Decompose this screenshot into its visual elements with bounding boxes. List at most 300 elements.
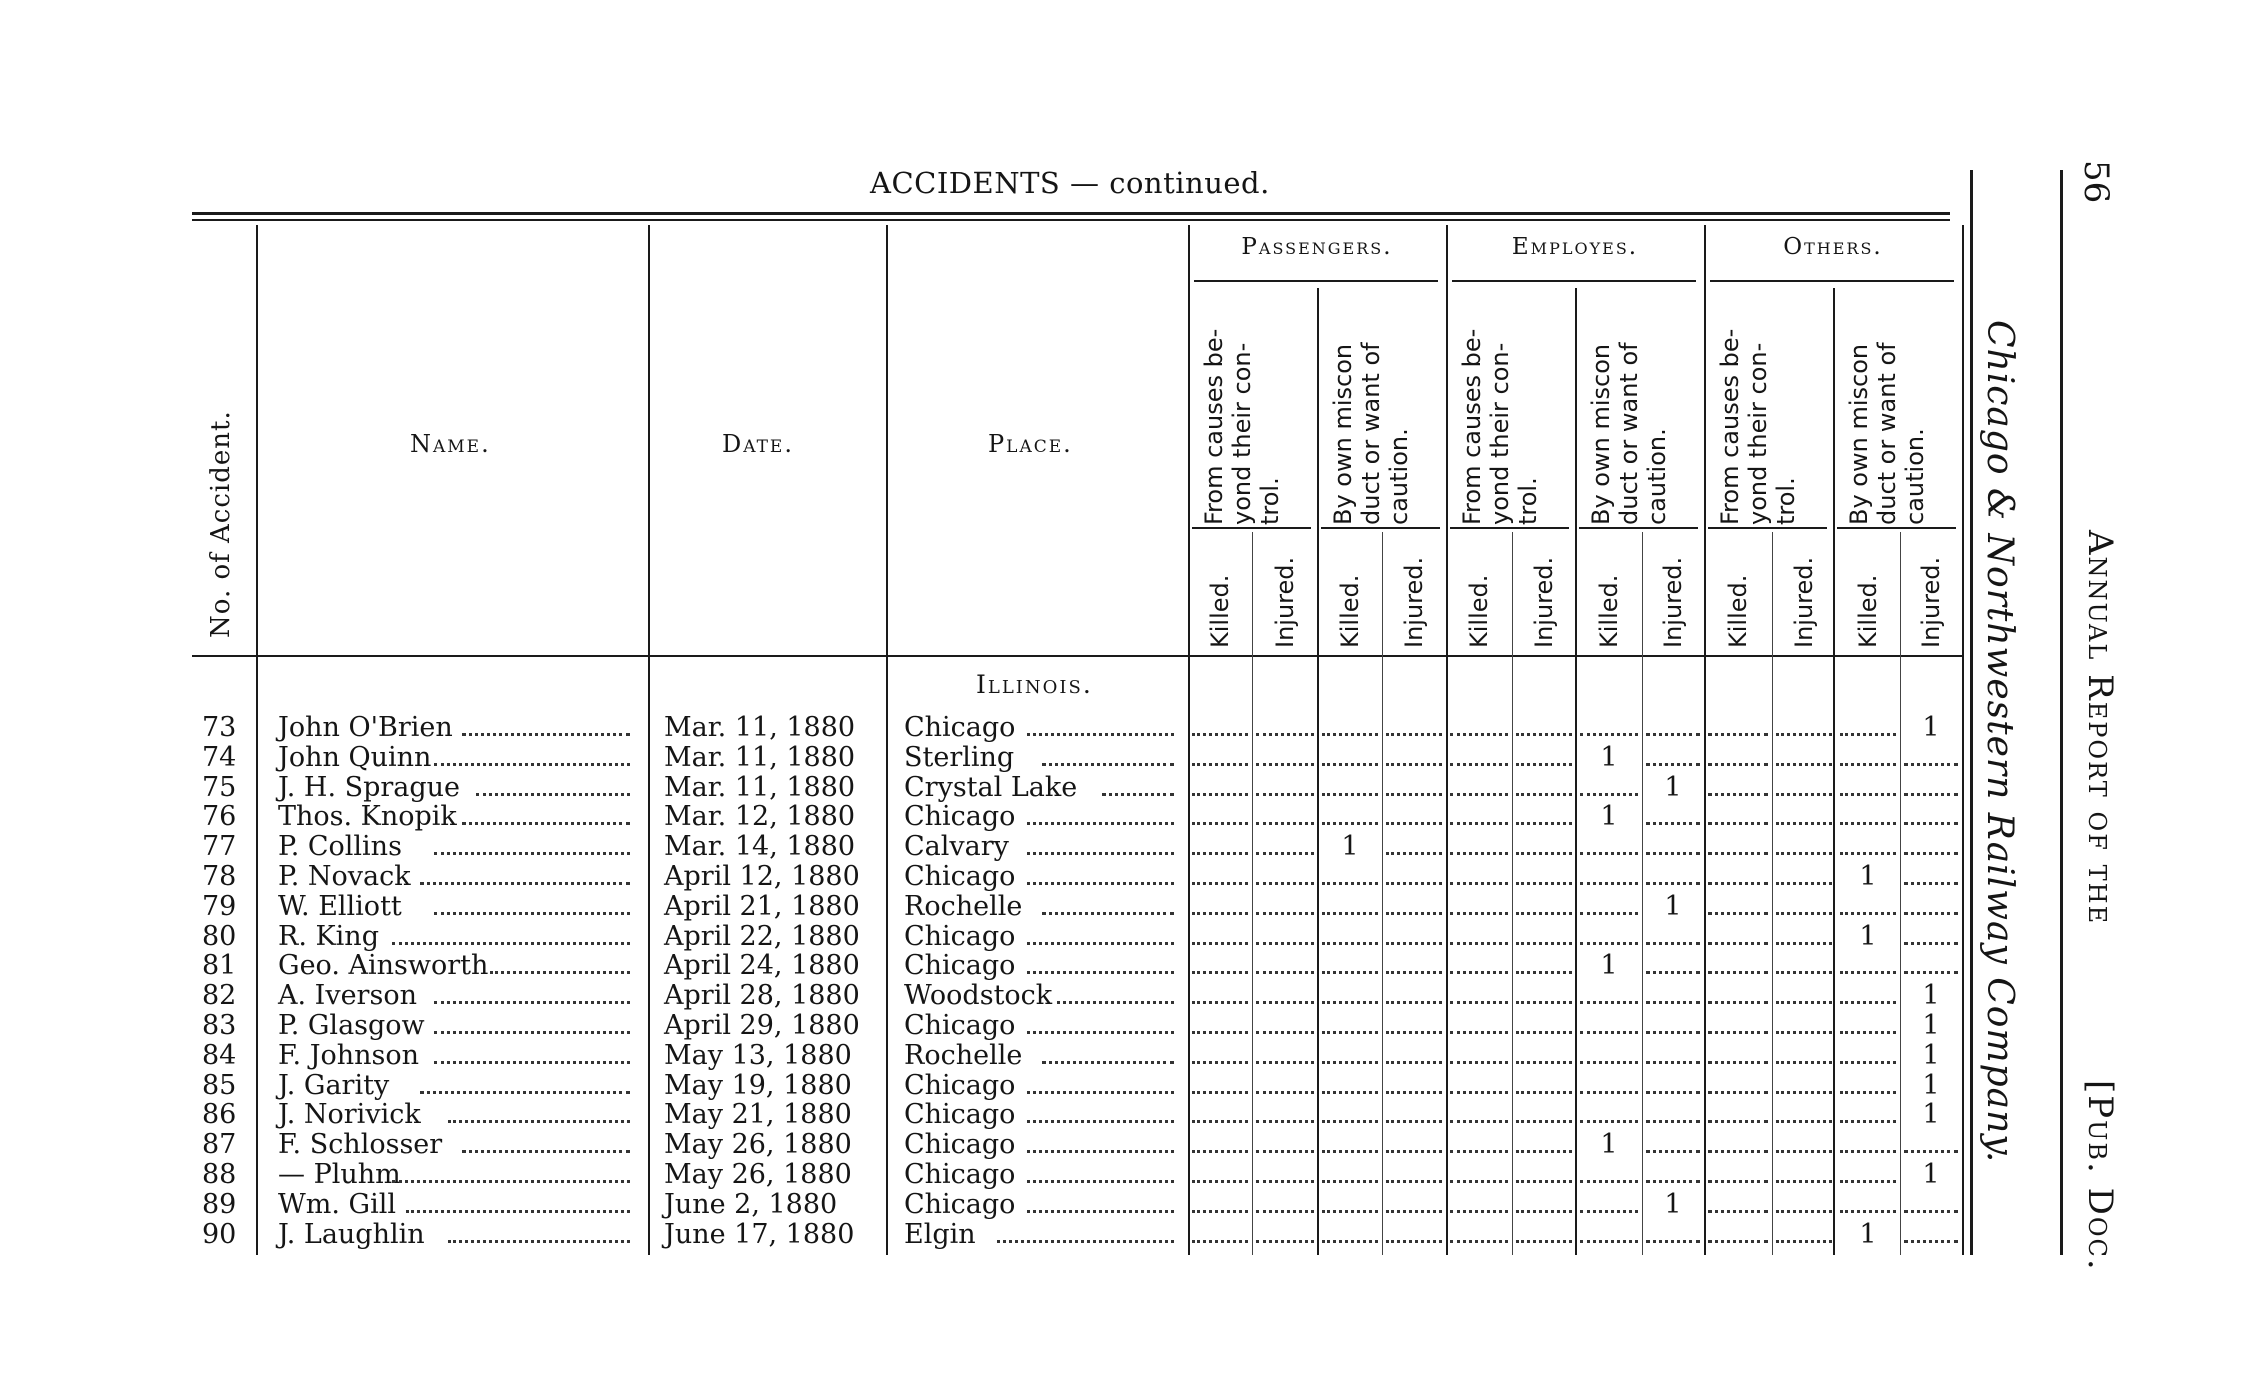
count-cell xyxy=(1318,1220,1382,1250)
place-cell: Chicago xyxy=(904,1129,1016,1161)
name-cell: F. Schlosser xyxy=(278,1129,443,1161)
dots xyxy=(1776,1240,1832,1243)
dots xyxy=(1516,1091,1572,1094)
dots xyxy=(1904,912,1958,915)
count-cell xyxy=(1772,922,1836,952)
date-cell: June 2, 1880 xyxy=(664,1188,838,1220)
cause-line: duct or want of xyxy=(1357,342,1385,525)
dots xyxy=(1776,763,1832,766)
dots xyxy=(1322,1120,1378,1123)
dots xyxy=(1776,912,1832,915)
injured-header: Injured. xyxy=(1790,556,1818,648)
leader-dots xyxy=(430,981,634,1011)
dots xyxy=(1840,733,1896,736)
pub-doc-label: [Pub. Doc. xyxy=(2080,1080,2120,1272)
leader-dots xyxy=(1053,981,1178,1011)
dots xyxy=(1646,1180,1700,1183)
dots xyxy=(1776,1210,1832,1213)
count-cell xyxy=(1836,1041,1900,1071)
count-cell: 1 xyxy=(1600,950,1618,982)
count-cell xyxy=(1382,1190,1446,1220)
date-cell: April 24, 1880 xyxy=(664,950,860,982)
count-cell xyxy=(1772,1190,1836,1220)
count-cell xyxy=(1512,1130,1576,1160)
killed-header: Killed. xyxy=(1724,574,1752,648)
leader-dots xyxy=(1023,1190,1178,1220)
count-cell: 1 xyxy=(1922,712,1940,743)
leader-dots xyxy=(430,1041,634,1071)
dots xyxy=(1256,1061,1314,1064)
count-cell xyxy=(1576,1011,1642,1041)
count-cell xyxy=(1446,1190,1512,1220)
cause-line: caution. xyxy=(1901,428,1929,525)
count-cell xyxy=(1318,1041,1382,1071)
cause-line: yond their con- xyxy=(1744,342,1772,525)
count-cell xyxy=(1772,743,1836,773)
count-cell xyxy=(1772,1160,1836,1190)
dots xyxy=(1840,912,1896,915)
count-cell: 1 xyxy=(1341,831,1359,863)
col-name-header: Name. xyxy=(410,430,491,458)
dots xyxy=(1322,1240,1378,1243)
dots xyxy=(1450,1120,1508,1123)
place-cell: Woodstock xyxy=(904,980,1053,1012)
count-cell xyxy=(1252,981,1318,1011)
count-cell xyxy=(1252,1071,1318,1101)
dots xyxy=(1450,1180,1508,1183)
count-cell xyxy=(1318,951,1382,981)
dots xyxy=(1102,793,1174,796)
injured-header: Injured. xyxy=(1271,556,1299,648)
count-cell xyxy=(1252,743,1318,773)
count-cell xyxy=(1512,1220,1576,1250)
dots xyxy=(997,1240,1174,1243)
dots xyxy=(1192,1150,1248,1153)
dots xyxy=(1322,763,1378,766)
dots xyxy=(1580,793,1638,796)
count-cell xyxy=(1772,1071,1836,1101)
count-cell xyxy=(1382,1220,1446,1250)
dots xyxy=(1516,763,1572,766)
dots xyxy=(1386,763,1442,766)
date-cell: Mar. 11, 1880 xyxy=(664,771,856,803)
dots xyxy=(1256,1240,1314,1243)
dots xyxy=(1776,852,1832,855)
dots xyxy=(1256,1091,1314,1094)
dots xyxy=(1516,822,1572,825)
dots xyxy=(1322,1031,1378,1034)
section-label: Illinois. xyxy=(976,670,1093,699)
dots xyxy=(1516,1180,1572,1183)
count-cell xyxy=(1446,1071,1512,1101)
count-cell xyxy=(1772,981,1836,1011)
count-cell xyxy=(1512,1071,1576,1101)
cause-underline xyxy=(1837,527,1956,529)
cause-underline xyxy=(1192,527,1311,529)
dots xyxy=(1580,882,1638,885)
cause-header-1-1 xyxy=(1587,342,1671,525)
count-cell xyxy=(1576,922,1642,952)
dots xyxy=(1708,1180,1768,1183)
dots xyxy=(1904,942,1958,945)
place-cell: Chicago xyxy=(904,861,1016,892)
accident-no: 80 xyxy=(202,920,237,952)
count-cell xyxy=(1188,1160,1252,1190)
table-row xyxy=(190,802,1970,832)
count-cell xyxy=(1836,1190,1900,1220)
dots xyxy=(420,1091,630,1094)
count-cell: 1 xyxy=(1600,801,1618,833)
col-no-header: No. of Accident. xyxy=(206,410,236,638)
count-cell xyxy=(1188,981,1252,1011)
dots xyxy=(1450,1001,1508,1004)
dots xyxy=(1580,1180,1638,1183)
dots xyxy=(1708,1091,1768,1094)
killed-header: Killed. xyxy=(1854,574,1882,648)
cause-header-0-1 xyxy=(1329,342,1413,525)
count-cell xyxy=(1704,1130,1772,1160)
leader-dots xyxy=(1098,773,1178,803)
date-cell: June 17, 1880 xyxy=(664,1218,855,1250)
dots xyxy=(1708,793,1768,796)
cause-line: caution. xyxy=(1385,428,1413,525)
dots xyxy=(1580,1091,1638,1094)
count-cell xyxy=(1704,713,1772,743)
count-cell xyxy=(1704,1041,1772,1071)
table-row xyxy=(190,862,1970,892)
leader-dots xyxy=(430,1011,634,1041)
cause-line: duct or want of xyxy=(1873,342,1901,525)
count-cell xyxy=(1772,862,1836,892)
count-cell: 1 xyxy=(1664,771,1682,803)
cause-header-1-0 xyxy=(1458,329,1542,525)
place-cell: Chicago xyxy=(904,1099,1016,1131)
name-cell: John O'Brien xyxy=(278,712,453,743)
dots xyxy=(1386,1210,1442,1213)
dots xyxy=(1256,822,1314,825)
dots xyxy=(1192,763,1248,766)
count-cell xyxy=(1252,713,1318,743)
leader-dots xyxy=(486,951,634,981)
count-cell xyxy=(1836,1100,1900,1130)
accident-no: 81 xyxy=(202,950,237,982)
killed-header: Killed. xyxy=(1465,574,1493,648)
count-cell xyxy=(1836,1011,1900,1041)
dots xyxy=(1646,763,1700,766)
dots xyxy=(1256,971,1314,974)
count-cell xyxy=(1446,1041,1512,1071)
name-cell: P. Glasgow xyxy=(278,1010,425,1041)
leader-dots xyxy=(444,1100,634,1130)
name-cell: Geo. Ainsworth xyxy=(278,950,489,982)
dots xyxy=(1840,1091,1896,1094)
place-cell: Crystal Lake xyxy=(904,771,1078,803)
count-cell xyxy=(1382,1041,1446,1071)
dots xyxy=(448,1240,630,1243)
leader-dots xyxy=(1023,922,1178,952)
dots xyxy=(1256,793,1314,796)
count-cell xyxy=(1642,743,1704,773)
dots xyxy=(1580,733,1638,736)
leader-dots xyxy=(444,1220,634,1250)
group-underline xyxy=(1452,280,1696,282)
dots xyxy=(1450,912,1508,915)
dots xyxy=(1776,1061,1832,1064)
count-cell xyxy=(1252,1190,1318,1220)
dots xyxy=(1646,1240,1700,1243)
group-header-1: Employes. xyxy=(1511,234,1639,260)
cause-line: caution. xyxy=(1643,428,1671,525)
dots xyxy=(1027,971,1174,974)
place-cell: Chicago xyxy=(904,1069,1016,1101)
accident-no: 74 xyxy=(202,741,237,773)
count-cell xyxy=(1576,862,1642,892)
name-cell: J. Laughlin xyxy=(278,1218,425,1250)
dots xyxy=(1776,733,1832,736)
dots xyxy=(1840,852,1896,855)
dots xyxy=(1516,1001,1572,1004)
cause-line: By own miscon xyxy=(1845,343,1873,525)
count-cell xyxy=(1318,922,1382,952)
cause-header-2-1 xyxy=(1845,342,1929,525)
count-cell xyxy=(1252,892,1318,922)
injured-header: Injured. xyxy=(1659,556,1687,648)
count-cell xyxy=(1704,743,1772,773)
dots xyxy=(1580,942,1638,945)
leader-dots xyxy=(1023,1071,1178,1101)
dots xyxy=(1322,1180,1378,1183)
dots xyxy=(1776,882,1832,885)
accident-no: 85 xyxy=(202,1069,237,1101)
dots xyxy=(1904,763,1958,766)
dots xyxy=(1708,882,1768,885)
accident-no: 76 xyxy=(202,801,237,833)
dots xyxy=(1256,1031,1314,1034)
count-cell xyxy=(1446,743,1512,773)
count-cell xyxy=(1704,1071,1772,1101)
dots xyxy=(1027,852,1174,855)
cause-header-0-0 xyxy=(1200,329,1284,525)
cause-line: From causes be- xyxy=(1716,328,1744,525)
dots xyxy=(434,1061,630,1064)
date-cell: May 26, 1880 xyxy=(664,1159,852,1190)
dots xyxy=(1646,882,1700,885)
count-cell xyxy=(1642,951,1704,981)
leader-dots xyxy=(458,1130,634,1160)
count-cell xyxy=(1576,1160,1642,1190)
cause-line: trol. xyxy=(1256,477,1284,525)
accident-no: 79 xyxy=(202,890,237,922)
group-underline xyxy=(1194,280,1438,282)
dots xyxy=(1516,793,1572,796)
count-cell xyxy=(1900,743,1962,773)
count-cell xyxy=(1188,862,1252,892)
dots xyxy=(1322,942,1378,945)
table-row xyxy=(190,1130,1970,1160)
count-cell xyxy=(1318,1071,1382,1101)
group-underline xyxy=(1710,280,1954,282)
count-cell xyxy=(1642,802,1704,832)
accident-no: 87 xyxy=(202,1129,237,1161)
count-cell xyxy=(1382,1100,1446,1130)
place-cell: Rochelle xyxy=(904,890,1023,922)
count-cell xyxy=(1382,773,1446,803)
dots xyxy=(1256,763,1314,766)
count-cell xyxy=(1772,951,1836,981)
place-cell: Elgin xyxy=(904,1218,976,1250)
leader-dots xyxy=(1023,1011,1178,1041)
dots xyxy=(476,793,630,796)
group-header-0: Passengers. xyxy=(1241,234,1393,260)
dots xyxy=(1192,1180,1248,1183)
name-cell: A. Iverson xyxy=(278,980,417,1012)
count-cell xyxy=(1446,832,1512,862)
dots xyxy=(1322,733,1378,736)
leader-dots xyxy=(430,892,634,922)
accident-no: 86 xyxy=(202,1099,237,1131)
count-cell xyxy=(1188,1190,1252,1220)
leader-dots xyxy=(1023,1130,1178,1160)
leader-dots xyxy=(388,1160,634,1190)
dots xyxy=(1192,733,1248,736)
dots xyxy=(1840,1150,1896,1153)
count-cell xyxy=(1900,802,1962,832)
date-cell: Mar. 14, 1880 xyxy=(664,831,856,863)
dots xyxy=(392,942,630,945)
count-cell xyxy=(1252,832,1318,862)
count-cell xyxy=(1900,1220,1962,1250)
dots xyxy=(1386,822,1442,825)
dots xyxy=(1580,852,1638,855)
col-place-header: Place. xyxy=(988,430,1073,458)
count-cell xyxy=(1512,1041,1576,1071)
dots xyxy=(1450,1210,1508,1213)
count-cell xyxy=(1772,1220,1836,1250)
cause-line: yond their con- xyxy=(1228,342,1256,525)
count-cell xyxy=(1772,1041,1836,1071)
dots xyxy=(1450,763,1508,766)
dots xyxy=(1256,1180,1314,1183)
dots xyxy=(1580,1061,1638,1064)
count-cell xyxy=(1642,1041,1704,1071)
dots xyxy=(1840,1180,1896,1183)
place-cell: Calvary xyxy=(904,831,1009,863)
count-cell xyxy=(1900,1130,1962,1160)
dots xyxy=(1192,793,1248,796)
table-row xyxy=(190,981,1970,1011)
dots xyxy=(1042,763,1174,766)
count-cell xyxy=(1446,1220,1512,1250)
dots xyxy=(1386,1031,1442,1034)
leader-dots xyxy=(1023,1100,1178,1130)
dots xyxy=(1840,1210,1896,1213)
place-cell: Chicago xyxy=(904,920,1016,952)
dots xyxy=(1776,971,1832,974)
dots xyxy=(1708,1061,1768,1064)
count-cell: 1 xyxy=(1664,890,1682,922)
count-cell xyxy=(1836,951,1900,981)
dots xyxy=(1322,971,1378,974)
leader-dots xyxy=(458,713,634,743)
count-cell xyxy=(1772,713,1836,743)
count-cell xyxy=(1836,892,1900,922)
date-cell: Mar. 11, 1880 xyxy=(664,741,856,773)
dots xyxy=(1516,1210,1572,1213)
name-cell: P. Collins xyxy=(278,831,402,863)
accident-no: 83 xyxy=(202,1010,237,1041)
dots xyxy=(1450,971,1508,974)
leader-dots xyxy=(1038,743,1178,773)
dots xyxy=(1450,942,1508,945)
dots xyxy=(1708,971,1768,974)
count-cell xyxy=(1512,743,1576,773)
count-cell xyxy=(1642,981,1704,1011)
dots xyxy=(1646,733,1700,736)
dots xyxy=(1516,852,1572,855)
accident-no: 82 xyxy=(202,980,237,1012)
accident-no: 90 xyxy=(202,1218,237,1250)
place-cell: Chicago xyxy=(904,1010,1016,1041)
dots xyxy=(1646,942,1700,945)
dots xyxy=(1516,971,1572,974)
count-cell xyxy=(1446,1100,1512,1130)
count-cell xyxy=(1252,773,1318,803)
table-row xyxy=(190,773,1970,803)
killed-header: Killed. xyxy=(1336,574,1364,648)
dots xyxy=(1840,1031,1896,1034)
date-cell: April 12, 1880 xyxy=(664,861,860,892)
name-cell: Thos. Knopik xyxy=(278,801,457,833)
count-cell xyxy=(1512,981,1576,1011)
count-cell xyxy=(1512,713,1576,743)
dots xyxy=(1042,1061,1174,1064)
name-cell: Wm. Gill xyxy=(278,1188,396,1220)
dots xyxy=(1192,1001,1248,1004)
count-cell xyxy=(1318,862,1382,892)
dots xyxy=(1027,1150,1174,1153)
count-cell xyxy=(1576,1041,1642,1071)
dots xyxy=(1386,793,1442,796)
dots xyxy=(462,822,630,825)
count-cell xyxy=(1512,892,1576,922)
count-cell xyxy=(1446,773,1512,803)
dots xyxy=(1386,1001,1442,1004)
dots xyxy=(1450,1240,1508,1243)
margin-rule xyxy=(2060,170,2063,1255)
table-row xyxy=(190,743,1970,773)
count-cell xyxy=(1512,1160,1576,1190)
dots xyxy=(1450,733,1508,736)
count-cell xyxy=(1704,1220,1772,1250)
dots xyxy=(1646,1150,1700,1153)
count-cell xyxy=(1252,802,1318,832)
count-cell xyxy=(1576,1220,1642,1250)
cause-line: trol. xyxy=(1514,477,1542,525)
table-row xyxy=(190,713,1970,743)
dots xyxy=(1646,1031,1700,1034)
count-cell xyxy=(1252,1130,1318,1160)
dots xyxy=(1450,1150,1508,1153)
dots xyxy=(1904,1240,1958,1243)
name-cell: — Pluhm xyxy=(278,1159,401,1190)
name-cell: W. Elliott xyxy=(278,890,402,922)
cause-line: From causes be- xyxy=(1200,328,1228,525)
count-cell xyxy=(1512,832,1576,862)
dots xyxy=(1192,1210,1248,1213)
table-row xyxy=(190,892,1970,922)
dots xyxy=(1776,822,1832,825)
table-row xyxy=(190,1100,1970,1130)
